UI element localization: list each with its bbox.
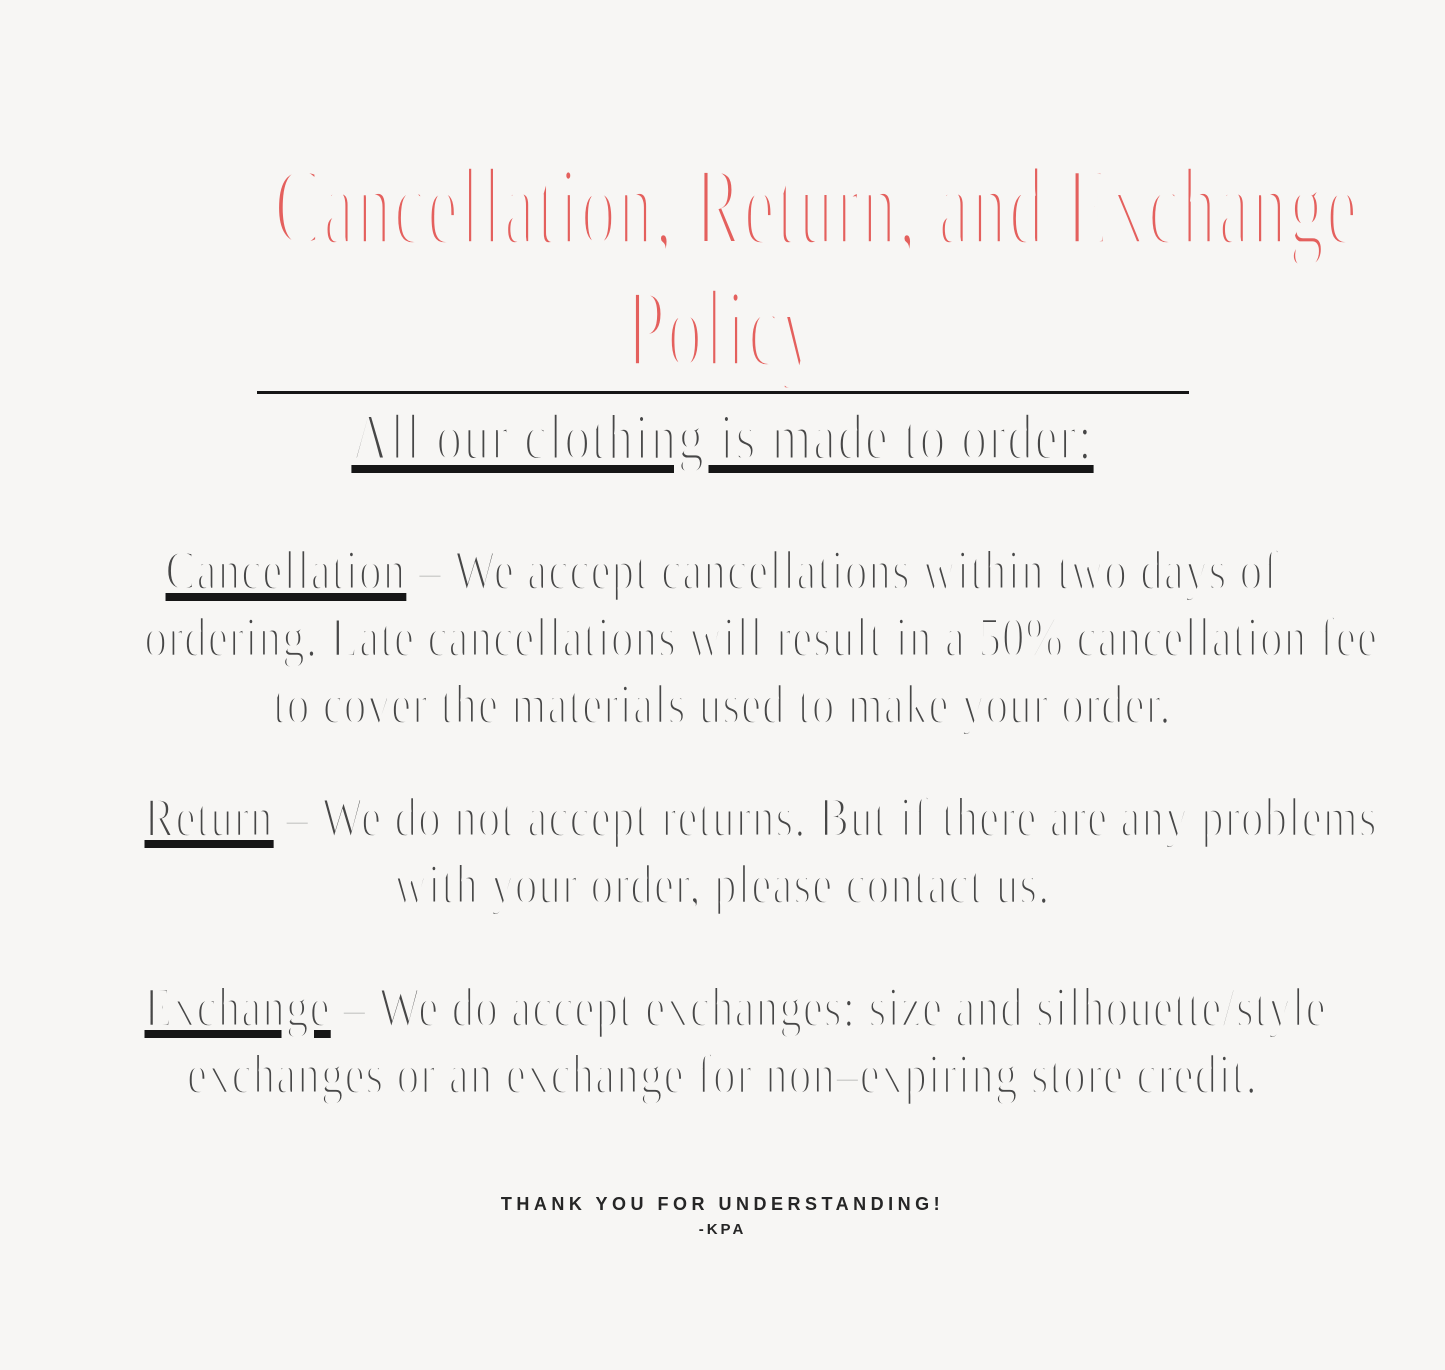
policy-return-line1 [144,785,1378,852]
policy-return-line2: with your order, please contact us. [394,854,1051,916]
policy-exchange-line1 [144,975,1327,1042]
policy-exchange-line1-rest: – We do accept exchanges: size and silhouette/style [330,977,1327,1039]
page-title-line2: Policy [626,267,819,391]
policy-exchange-keyword: Exchange [144,977,331,1039]
policy-cancellation-line2: ordering. Late cancellations will result in a 50% cancellation fee [144,607,1379,669]
page-title [274,145,1360,391]
policy-return-line1-rest: – We do not accept returns. But if there are any problems [273,787,1378,849]
policy-return [144,785,1378,919]
policy-cancellation-line3: to cover the materials used to make your order. [273,674,1172,736]
footer-signature: -KPA [698,1221,747,1238]
policy-cancellation-line1 [145,538,1301,605]
policy-cancellation-line1-rest: – We accept cancellations within two days of [406,540,1280,602]
policy-cancellation [144,538,1379,739]
policy-exchange [144,975,1327,1109]
policy-return-keyword: Return [144,787,274,849]
policy-exchange-line2: exchanges or an exchange for non–expiring store credit. [186,1044,1259,1106]
footer-thanks-text: THANK YOU FOR UNDERSTANDING! [500,1194,945,1214]
subtitle [159,398,1286,478]
page-title-line1: Cancellation, Return, and Exchange [274,145,1360,269]
footer [0,1193,1445,1239]
policy-cancellation-keyword: Cancellation [165,540,407,602]
title-block [0,146,1445,390]
subtitle-text: All our clothing is made to order: [351,401,1094,474]
title-divider-line [257,391,1189,394]
